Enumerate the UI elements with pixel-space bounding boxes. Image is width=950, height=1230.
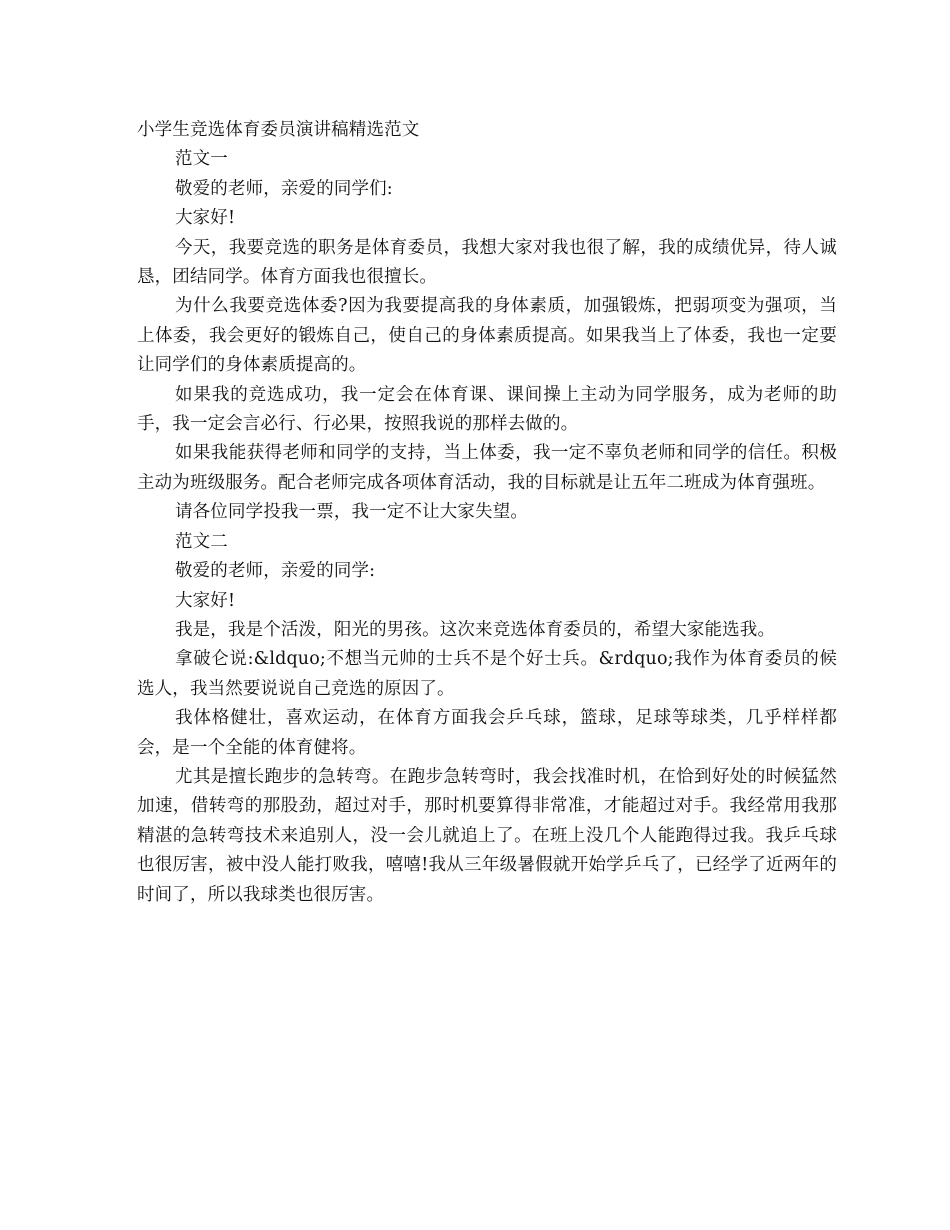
paragraph-quote: 拿破仑说:&ldquo;不想当元帅的士兵不是个好士兵。&rdquo;我作为体育委员的候选人，我当然要说说自己竞选的原因了。 bbox=[137, 649, 837, 699]
document-body bbox=[137, 116, 837, 910]
greeting-two: 大家好! bbox=[175, 590, 236, 611]
paragraph-promise: 如果我的竞选成功，我一定会在体育课、课间操上主动为同学服务，成为老师的助手，我一定会言必行、行必果，按照我说的那样去做的。 bbox=[137, 384, 837, 435]
document-title: 小学生竞选体育委员演讲稿精选范文 bbox=[137, 120, 420, 140]
paragraph-reason: 为什么我要竞选体委?因为我要提高我的身体素质，加强锻炼，把弱项变为强项，当上体委，我会更好的锻炼自己，使自己的身体素质提高。如果我当上了体委，我也一定要让同学们的身体素质提高的。 bbox=[137, 296, 837, 376]
paragraph-support: 如果我能获得老师和同学的支持，当上体委，我一定不辜负老师和同学的信任。积极主动为班级服务。配合老师完成各项体育活动，我的目标就是让五年二班成为体育强班。 bbox=[137, 443, 837, 493]
paragraph-self-intro: 我是，我是个活泼，阳光的男孩。这次来竞选体育委员的，希望大家能选我。 bbox=[175, 619, 776, 640]
paragraph-sports: 我体格健壮，喜欢运动，在体育方面我会乒乓球，篮球，足球等球类，几乎样样都会，是一个全能的体育健将。 bbox=[137, 708, 837, 758]
paragraph-intro: 今天，我要竞选的职务是体育委员，我想大家对我也很了解，我的成绩优异，待人诚恳，团结同学。体育方面我也很擅长。 bbox=[137, 237, 837, 288]
greeting-one: 大家好! bbox=[175, 208, 236, 229]
salutation-two: 敬爱的老师，亲爱的同学: bbox=[175, 561, 376, 582]
paragraph-running: 尤其是擅长跑步的急转弯。在跑步急转弯时，我会找准时机，在恰到好处的时候猛然加速，借转弯的那股劲，超过对手，那时机要算得非常准，才能超过对手。我经常用我那精湛的急转弯技术来追别人，没一会儿就追上了。在班上没几个人能跑得过我。我乒乓球也很厉害，被中没人能打败我，嘻嘻!我从三年级暑假就开始学乒乓了，已经学了近两年的时间了，所以我球类也很厉害。 bbox=[137, 766, 837, 905]
paragraph-vote: 请各位同学投我一票，我一定不让大家失望。 bbox=[175, 502, 528, 523]
heading-sample-two: 范文二 bbox=[175, 531, 228, 552]
salutation-one: 敬爱的老师，亲爱的同学们: bbox=[175, 178, 393, 199]
heading-sample-one: 范文一 bbox=[175, 149, 228, 170]
